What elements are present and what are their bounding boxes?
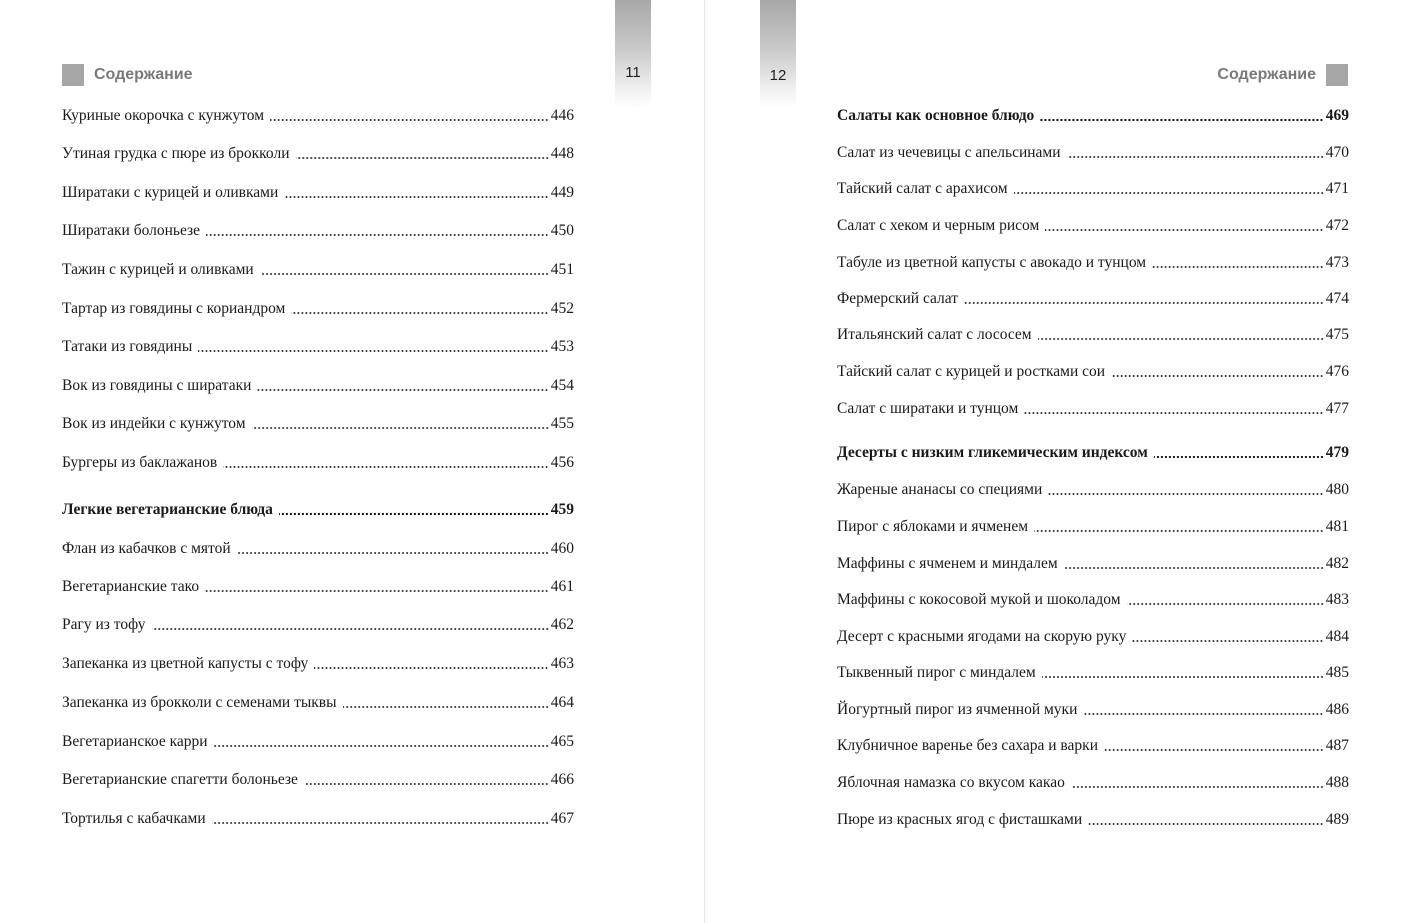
right-page bbox=[705, 0, 1412, 923]
toc-entry bbox=[62, 653, 574, 675]
toc-entry-title: Тажин с курицей и оливками bbox=[62, 261, 254, 278]
toc-entry bbox=[62, 808, 574, 830]
toc-entry-title: Ширатаки с курицей и оливками bbox=[62, 184, 279, 201]
dot-leader bbox=[964, 301, 1324, 305]
toc-entry bbox=[837, 735, 1349, 757]
dot-leader bbox=[260, 272, 549, 276]
toc-entry-title: Табуле из цветной капусты с авокадо и тунцом bbox=[837, 254, 1147, 271]
toc-entry-page: 482 bbox=[1325, 555, 1349, 572]
toc-entry bbox=[62, 220, 574, 242]
toc-entry bbox=[837, 398, 1349, 420]
toc-entry bbox=[837, 699, 1349, 721]
dot-leader bbox=[1034, 529, 1324, 533]
toc-entry-title: Клубничное варенье без сахара и варки bbox=[837, 737, 1098, 754]
toc-entry-title: Тартар из говядины с кориандром bbox=[62, 300, 286, 317]
toc-entry-page: 476 bbox=[1325, 363, 1349, 380]
toc-entry bbox=[62, 182, 574, 204]
toc-entry-page: 462 bbox=[550, 616, 574, 633]
dot-leader bbox=[1083, 712, 1323, 716]
toc-entry-title: Десерты с низким гликемическим индексом bbox=[837, 444, 1148, 461]
section-header bbox=[62, 64, 193, 86]
header-square-icon bbox=[62, 64, 84, 86]
toc-entry-title: Легкие вегетарианские блюда bbox=[62, 501, 273, 518]
toc-entry-title: Йогуртный пирог из ячменной муки bbox=[837, 701, 1078, 718]
toc-entry-page: 489 bbox=[1325, 811, 1349, 828]
toc-entry-page: 486 bbox=[1325, 701, 1349, 718]
toc-section-heading bbox=[837, 105, 1349, 127]
dot-leader bbox=[252, 426, 549, 430]
dot-leader bbox=[1040, 118, 1323, 122]
toc-entry bbox=[837, 809, 1349, 831]
toc-entry bbox=[837, 361, 1349, 383]
dot-leader bbox=[1048, 492, 1323, 496]
toc-entry-page: 452 bbox=[550, 300, 574, 317]
dot-leader bbox=[214, 744, 549, 748]
toc-entry-page: 469 bbox=[1325, 107, 1349, 124]
toc-entry-title: Запеканка из цветной капусты с тофу bbox=[62, 655, 309, 672]
toc-entry bbox=[837, 252, 1349, 274]
dot-leader bbox=[1154, 455, 1324, 459]
toc-entry bbox=[837, 772, 1349, 794]
toc-entry bbox=[62, 143, 574, 165]
dot-leader bbox=[198, 349, 548, 353]
toc-entry-page: 446 bbox=[550, 107, 574, 124]
dot-leader bbox=[1127, 602, 1324, 606]
dot-leader bbox=[1042, 675, 1324, 679]
toc-entry bbox=[62, 413, 574, 435]
toc-entry-title: Тайский салат с курицей и ростками сои bbox=[837, 363, 1106, 380]
dot-leader bbox=[1111, 374, 1324, 378]
dot-leader bbox=[237, 551, 549, 555]
toc-entry-title: Яблочная намазка со вкусом какао bbox=[837, 774, 1065, 791]
toc-entry-title: Татаки из говядины bbox=[62, 338, 193, 355]
toc-entry-title: Рагу из тофу bbox=[62, 616, 146, 633]
toc-entry-page: 454 bbox=[550, 377, 574, 394]
toc-entry-page: 485 bbox=[1325, 664, 1349, 681]
toc-entry-page: 483 bbox=[1325, 591, 1349, 608]
dot-leader bbox=[304, 782, 549, 786]
toc-entry bbox=[837, 516, 1349, 538]
toc-entry bbox=[62, 298, 574, 320]
toc-entry-title: Пюре из красных ягод с фисташками bbox=[837, 811, 1083, 828]
toc-entry-page: 461 bbox=[550, 578, 574, 595]
toc-entry-page: 459 bbox=[550, 501, 574, 518]
toc-entry bbox=[837, 288, 1349, 310]
toc-entry bbox=[62, 375, 574, 397]
toc-entry bbox=[62, 259, 574, 281]
toc-entry-page: 475 bbox=[1325, 326, 1349, 343]
toc-entry bbox=[62, 692, 574, 714]
toc-entry-title: Итальянский салат с лососем bbox=[837, 326, 1032, 343]
toc-entry-title: Вок из индейки с кунжутом bbox=[62, 415, 246, 432]
toc-entry bbox=[62, 336, 574, 358]
page-number-tab bbox=[760, 0, 796, 108]
toc-entry-title: Утиная грудка с пюре из брокколи bbox=[62, 145, 290, 162]
toc-entry-page: 455 bbox=[550, 415, 574, 432]
toc-entry-page: 467 bbox=[550, 810, 574, 827]
toc-entry-page: 472 bbox=[1325, 217, 1349, 234]
toc-entry bbox=[62, 452, 574, 474]
toc-entry-page: 453 bbox=[550, 338, 574, 355]
dot-leader bbox=[206, 233, 549, 237]
toc-entry bbox=[62, 538, 574, 560]
toc-section-heading bbox=[62, 499, 574, 521]
toc-entry-title: Маффины с ячменем и миндалем bbox=[837, 555, 1058, 572]
dot-leader bbox=[152, 627, 549, 631]
toc-entry-page: 466 bbox=[550, 771, 574, 788]
toc-entry-page: 464 bbox=[550, 694, 574, 711]
toc-entry bbox=[837, 215, 1349, 237]
page-number-tab bbox=[615, 0, 651, 108]
toc-entry-page: 477 bbox=[1325, 400, 1349, 417]
toc-entry-title: Маффины с кокосовой мукой и шоколадом bbox=[837, 591, 1121, 608]
toc-entry-title: Салаты как основное блюдо bbox=[837, 107, 1035, 124]
dot-leader bbox=[1104, 748, 1324, 752]
toc-section-heading bbox=[837, 442, 1349, 464]
toc-entry-title: Салат из чечевицы с апельсинами bbox=[837, 144, 1061, 161]
toc-entry-title: Вегетарианское карри bbox=[62, 733, 208, 750]
dot-leader bbox=[205, 589, 549, 593]
toc-entry-page: 481 bbox=[1325, 518, 1349, 535]
toc-entry-page: 449 bbox=[550, 184, 574, 201]
toc-entry-title: Десерт с красными ягодами на скорую руку bbox=[837, 628, 1127, 645]
header-title: Содержание bbox=[94, 66, 193, 83]
dot-leader bbox=[343, 705, 549, 709]
toc-entry-title: Вегетарианские спагетти болоньезе bbox=[62, 771, 298, 788]
dot-leader bbox=[1071, 785, 1324, 789]
dot-leader bbox=[212, 821, 549, 825]
toc-entry bbox=[62, 731, 574, 753]
toc-entry-title: Пирог с яблоками и ячменем bbox=[837, 518, 1029, 535]
dot-leader bbox=[1152, 265, 1324, 269]
toc-entry bbox=[837, 178, 1349, 200]
toc-entry-title: Бургеры из баклажанов bbox=[62, 454, 218, 471]
dot-leader bbox=[1024, 411, 1323, 415]
toc-entry-page: 448 bbox=[550, 145, 574, 162]
toc-entry-title: Флан из кабачков с мятой bbox=[62, 540, 231, 557]
toc-entry-title: Салат с хеком и черным рисом bbox=[837, 217, 1040, 234]
toc-entry-page: 474 bbox=[1325, 290, 1349, 307]
left-page bbox=[0, 0, 704, 923]
toc-entry-page: 488 bbox=[1325, 774, 1349, 791]
toc-entry-page: 460 bbox=[550, 540, 574, 557]
section-header bbox=[1217, 64, 1348, 86]
dot-leader bbox=[291, 311, 548, 315]
toc-entry bbox=[62, 105, 574, 127]
toc-entry-page: 470 bbox=[1325, 144, 1349, 161]
header-title: Содержание bbox=[1217, 66, 1316, 83]
toc-entry-title: Вок из говядины с ширатаки bbox=[62, 377, 252, 394]
dot-leader bbox=[279, 512, 549, 516]
toc-entry-page: 463 bbox=[550, 655, 574, 672]
dot-leader bbox=[270, 118, 549, 122]
toc-entry-page: 473 bbox=[1325, 254, 1349, 271]
toc-entry-title: Вегетарианские тако bbox=[62, 578, 200, 595]
toc-entry-title: Запеканка из брокколи с семенами тыквы bbox=[62, 694, 337, 711]
page-number: 12 bbox=[769, 67, 787, 84]
toc-entry bbox=[837, 589, 1349, 611]
toc-entry-title: Куриные окорочка с кунжутом bbox=[62, 107, 265, 124]
header-square-icon bbox=[1326, 64, 1348, 86]
toc-entry-page: 450 bbox=[550, 222, 574, 239]
dot-leader bbox=[284, 195, 548, 199]
toc-entry-page: 484 bbox=[1325, 628, 1349, 645]
dot-leader bbox=[1014, 191, 1324, 195]
dot-leader bbox=[257, 388, 548, 392]
toc-entry-page: 465 bbox=[550, 733, 574, 750]
toc-entry-title: Тайский салат с арахисом bbox=[837, 180, 1008, 197]
toc-entry bbox=[837, 626, 1349, 648]
toc-entry-title: Тыквенный пирог с миндалем bbox=[837, 664, 1036, 681]
dot-leader bbox=[1064, 566, 1324, 570]
dot-leader bbox=[1045, 228, 1323, 232]
dot-leader bbox=[314, 666, 548, 670]
toc-entry bbox=[837, 142, 1349, 164]
dot-leader bbox=[1038, 337, 1324, 341]
toc-entry-title: Ширатаки болоньезе bbox=[62, 222, 201, 239]
toc-entry-page: 451 bbox=[550, 261, 574, 278]
toc-entry bbox=[62, 769, 574, 791]
toc-entry-title: Салат с ширатаки и тунцом bbox=[837, 400, 1019, 417]
toc-entry-page: 487 bbox=[1325, 737, 1349, 754]
toc-entry-title: Жареные ананасы со специями bbox=[837, 481, 1043, 498]
toc-entry bbox=[837, 662, 1349, 684]
dot-leader bbox=[1088, 822, 1324, 826]
toc-entry bbox=[837, 324, 1349, 346]
toc-entry bbox=[62, 614, 574, 636]
toc-entry-page: 479 bbox=[1325, 444, 1349, 461]
page-number: 11 bbox=[625, 64, 641, 81]
toc-entry bbox=[837, 553, 1349, 575]
toc-entry bbox=[62, 576, 574, 598]
dot-leader bbox=[1067, 155, 1324, 159]
toc-entry-page: 471 bbox=[1325, 180, 1349, 197]
dot-leader bbox=[1132, 639, 1323, 643]
toc-entry-title: Тортилья с кабачками bbox=[62, 810, 206, 827]
dot-leader bbox=[296, 156, 549, 160]
toc-entry-page: 456 bbox=[550, 454, 574, 471]
dot-leader bbox=[223, 465, 549, 469]
toc-entry-page: 480 bbox=[1325, 481, 1349, 498]
toc-entry-title: Фермерский салат bbox=[837, 290, 959, 307]
toc-entry bbox=[837, 479, 1349, 501]
